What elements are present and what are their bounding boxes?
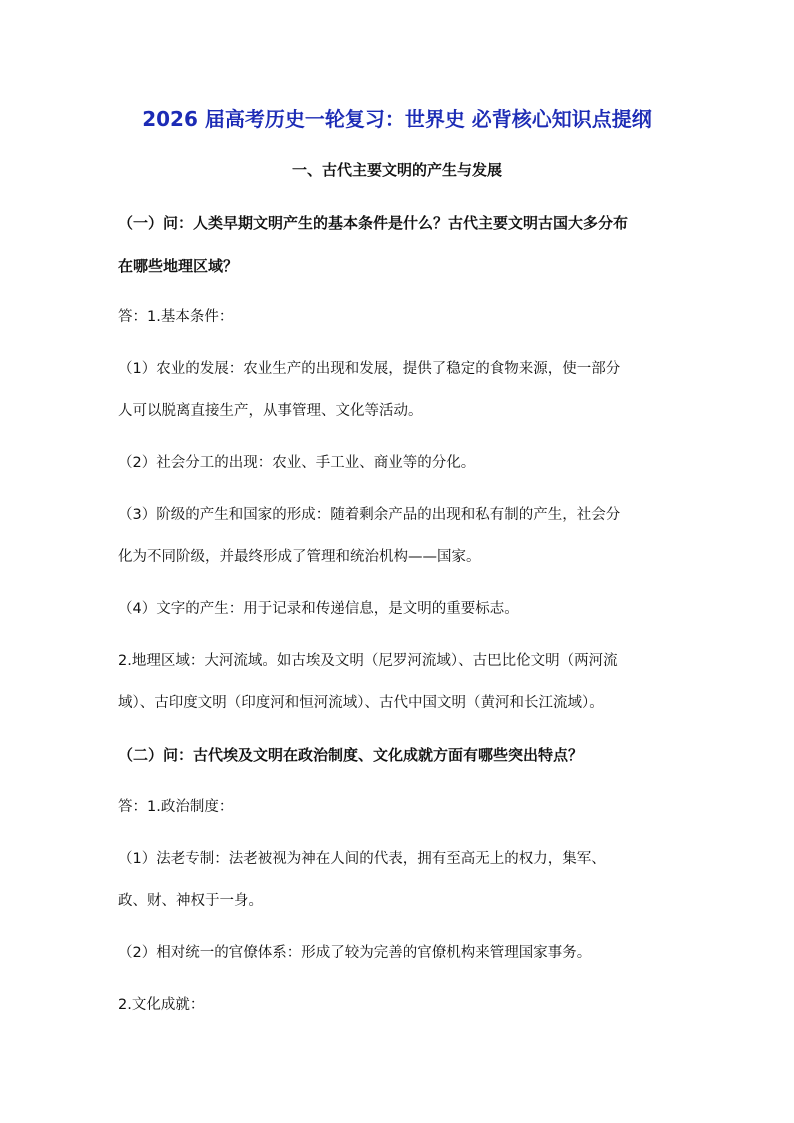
answer-2-point-1-line-2: 政、财、神权于一身。 [118, 893, 263, 909]
document-title: 2026 届高考历史一轮复习：世界史 必背核心知识点提纲 [142, 107, 652, 131]
answer-1-heading: 答：1.基本条件： [118, 309, 234, 325]
answer-1-point-1-line-2: 人可以脱离直接生产，从事管理、文化等活动。 [118, 403, 423, 419]
answer-2-point-2: （2）相对统一的官僚体系：形成了较为完善的官僚机构来管理国家事务。 [118, 945, 592, 961]
section-heading: 一、古代主要文明的产生与发展 [291, 161, 502, 179]
question-2: （二）问：古代埃及文明在政治制度、文化成就方面有哪些突出特点？ [118, 746, 584, 764]
answer-1-point-2: （2）社会分工的出现：农业、手工业、商业等的分化。 [118, 455, 476, 471]
question-1-line-1: （一）问：人类早期文明产生的基本条件是什么？古代主要文明古国大多分布 [118, 214, 629, 232]
answer-2-culture-heading: 2.文化成就： [118, 997, 205, 1013]
answer-1-geography-line-1: 2.地理区域：大河流域。如古埃及文明（尼罗河流域）、古巴比伦文明（两河流 [118, 653, 618, 669]
answer-1-point-3-line-2: 化为不同阶级，并最终形成了管理和统治机构——国家。 [118, 549, 481, 565]
answer-2-point-1-line-1: （1）法老专制：法老被视为神在人间的代表，拥有至高无上的权力，集军、 [118, 851, 606, 867]
answer-1-geography-line-2: 域）、古印度文明（印度河和恒河流域）、古代中国文明（黄河和长江流域）。 [118, 695, 604, 711]
answer-1-point-1-line-1: （1）农业的发展：农业生产的出现和发展，提供了稳定的食物来源，使一部分 [118, 361, 621, 377]
answer-2-heading: 答：1.政治制度： [118, 799, 234, 815]
answer-1-point-4: （4）文字的产生：用于记录和传递信息，是文明的重要标志。 [118, 601, 519, 617]
answer-1-point-3-line-1: （3）阶级的产生和国家的形成：随着剩余产品的出现和私有制的产生，社会分 [118, 507, 621, 523]
question-1-line-2: 在哪些地理区域？ [118, 257, 239, 275]
